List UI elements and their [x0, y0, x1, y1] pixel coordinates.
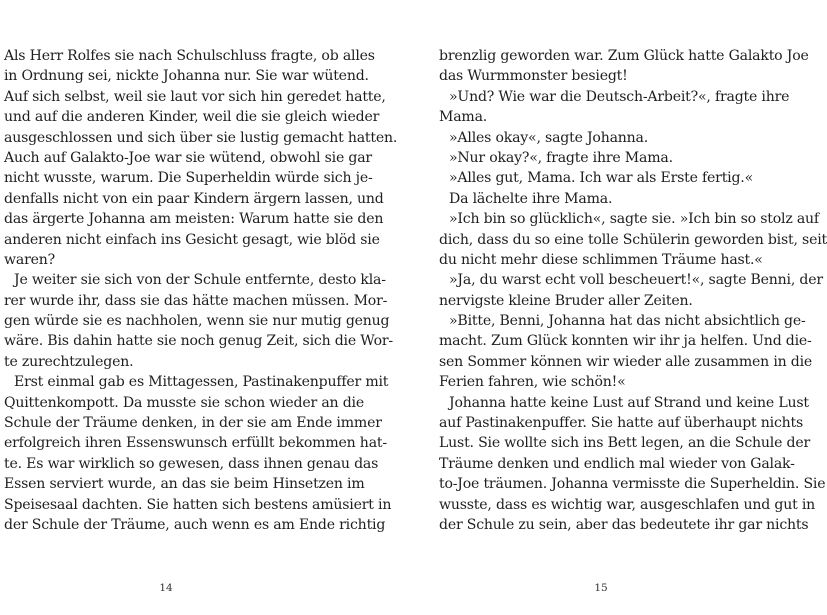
text-line: Speisesaal dachten. Sie hatten sich bestens amüsiert in — [4, 496, 392, 513]
text-line: Johanna hatte keine Lust auf Strand und keine Lust — [449, 394, 809, 411]
text-line: Lust. Sie wollte sich ins Bett legen, an die Schule der — [439, 435, 811, 452]
left-page — [4, 46, 398, 606]
text-line: Erst einmal gab es Mittagessen, Pastinakenpuffer mit — [14, 374, 389, 391]
text-line: »Alles okay«, sagte Johanna. — [449, 129, 649, 146]
text-line: auf Pastinakenpuffer. Sie hatte auf überhaupt nichts — [439, 415, 804, 432]
text-line: Da lächelte ihre Mama. — [449, 190, 613, 207]
text-line: Essen serviert wurde, an das sie beim Hinsetzen im — [4, 476, 365, 493]
text-line: »Nur okay?«, fragte ihre Mama. — [449, 149, 673, 166]
text-line: »Ja, du warst echt voll bescheuert!«, sagte Benni, der — [449, 272, 823, 289]
text-line: Als Herr Rolfes sie nach Schulschluss fragte, ob alles — [4, 48, 375, 64]
text-line: brenzlig geworden war. Zum Glück hatte Galakto Joe — [439, 48, 809, 64]
text-line: Quittenkompott. Da musste sie schon wieder an die — [4, 394, 364, 411]
text-line: das ärgerte Johanna am meisten: Warum hatte sie den — [4, 211, 384, 228]
text-line: »Bitte, Benni, Johanna hat das nicht absichtlich ge- — [449, 313, 806, 330]
page-number-right: 15 — [594, 582, 608, 594]
text-line: der Schule der Träume, auch wenn es am Ende richtig — [4, 516, 386, 533]
text-line: te zurechtzulegen. — [4, 353, 134, 370]
text-line: das Wurmmonster besiegt! — [439, 68, 628, 85]
text-line: der Schule zu sein, aber das bedeutete ihr gar nichts — [439, 516, 809, 533]
page-number-left: 14 — [159, 582, 173, 594]
text-line: nervigste kleine Bruder aller Zeiten. — [439, 292, 693, 309]
text-line: erfolgreich ihren Essenswunsch erfüllt bekommen hat- — [4, 435, 387, 452]
text-line: denfalls nicht von ein paar Kindern ärgern lassen, und — [4, 190, 384, 207]
text-line: »Alles gut, Mama. Ich war als Erste fertig.« — [449, 170, 754, 187]
text-line: te. Es war wirklich so gewesen, dass ihnen genau das — [4, 455, 379, 472]
text-line: anderen nicht einfach ins Gesicht gesagt, wie blöd sie — [4, 231, 380, 248]
text-line: und auf die anderen Kinder, weil die sie gleich wieder — [4, 109, 380, 126]
text-line: Schule der Träume denken, in der sie am Ende immer — [4, 415, 382, 432]
text-line: Je weiter sie sich von der Schule entfernte, desto kla- — [14, 272, 386, 289]
text-line: gen würde sie es nachholen, wenn sie nur mutig genug — [4, 313, 390, 330]
right-page-text — [439, 46, 827, 535]
left-page-text — [4, 46, 398, 535]
text-line: sen Sommer können wir wieder alle zusammen in die — [439, 353, 813, 370]
text-line: Auf sich selbst, weil sie laut vor sich hin geredet hatte, — [4, 88, 386, 105]
text-line: waren? — [4, 251, 55, 268]
text-line: rer wurde ihr, dass sie das hätte machen müssen. Mor- — [4, 292, 388, 309]
text-line: Träume denken und endlich mal wieder von Galak- — [439, 455, 795, 472]
text-line: ausgeschlossen und sich über sie lustig gemacht hatten. — [4, 129, 398, 146]
text-line: Mama. — [439, 109, 488, 126]
text-line: du nicht mehr diese schlimmen Träume hast.« — [439, 251, 763, 268]
text-line: in Ordnung sei, nickte Johanna nur. Sie war wütend. — [4, 68, 369, 85]
text-line: to-Joe träumen. Johanna vermisste die Superheldin. Sie — [439, 476, 826, 493]
text-line: wusste, dass es wichtig war, ausgeschlafen und gut in — [439, 496, 816, 513]
text-line: nicht wusste, warum. Die Superheldin würde sich je- — [4, 170, 373, 187]
text-line: Ferien fahren, wie schön!« — [439, 374, 626, 391]
right-page — [439, 46, 827, 606]
text-line: »Und? Wie war die Deutsch-Arbeit?«, fragte ihre — [449, 88, 790, 105]
text-line: dich, dass du so eine tolle Schülerin geworden bist, seit — [439, 231, 827, 248]
text-line: »Ich bin so glücklich«, sagte sie. »Ich bin so stolz auf — [449, 211, 819, 228]
text-line: Auch auf Galakto-Joe war sie wütend, obwohl sie gar — [4, 149, 372, 166]
text-line: macht. Zum Glück konnten wir ihr ja helfen. Und die- — [439, 333, 812, 350]
text-line: wäre. Bis dahin hatte sie noch genug Zeit, sich die Wor- — [4, 333, 393, 350]
